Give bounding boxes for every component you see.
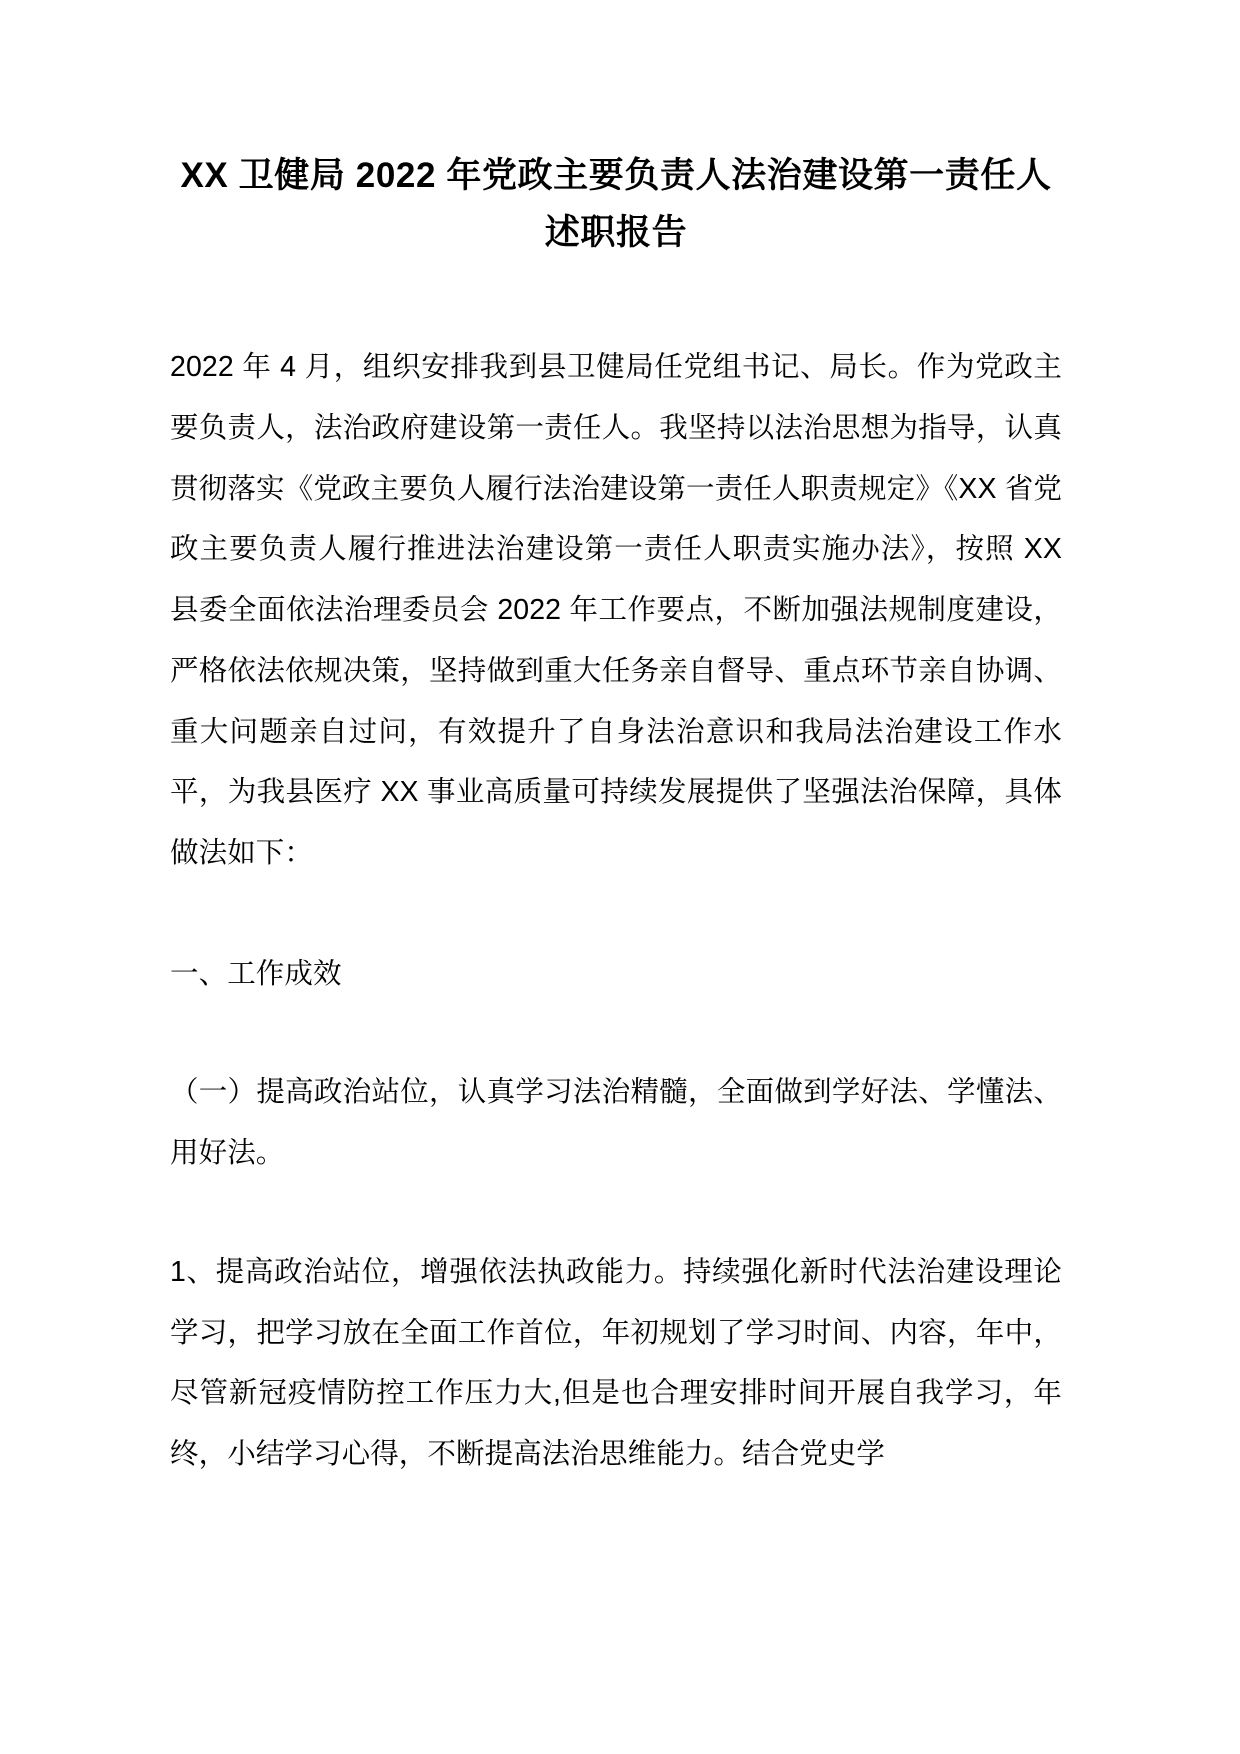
page-title-line-1: XX 卫健局 2022 年党政主要负责人法治建设第一责任人 [180,156,1052,195]
section-heading-work-results: 一、工作成效 [170,957,342,990]
paragraph-item-1: 1、提高政治站位，增强依法执政能力。持续强化新时代法治建设理论学习，把学习放在全面工作首位，年初规划了学习时间、内容，年中，尽管新冠疫情防控工作压力大,但是也合理安排时间开展自我学习，年终，小结学习心得，不断提高法治思维能力。结合党史学 [170,1255,1062,1470]
page-bottom-spacer [170,1485,1062,1635]
paragraph-intro: 2022 年 4 月，组织安排我到县卫健局任党组书记、局长。作为党政主要负责人，法治政府建设第一责任人。我坚持以法治思想为指导，认真贯彻落实《党政主要负人履行法治建设第一责任人职责规定》《XX 省党政主要负责人履行推进法治建设第一责任人职责实施办法》，按照 XX 县委全面依法治理委员会 2022 年工作要点，不断加强法规制度建设，严格依法依规决策，坚持做到重大任务亲自督导、重点环节亲自协调、重大问题亲自过问，有效提升了自身法治意识和我局法治建设工作水平，为我县医疗 XX 事业高质量可持续发展提供了坚强法治保障，具体做法如下： [170,351,1062,869]
page-title-line-2: 述职报告 [544,212,688,252]
page-title [170,0,1062,261]
document-content [170,0,1062,1635]
subsection-heading-political-stance: （一）提高政治站位，认真学习法治精髓，全面做到学好法、学懂法、用好法。 [170,1076,1062,1170]
